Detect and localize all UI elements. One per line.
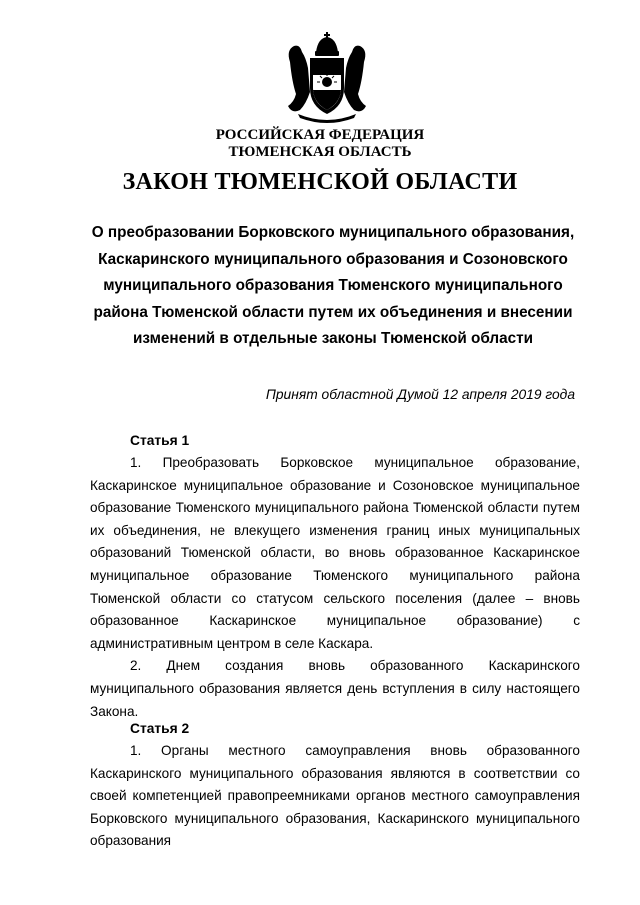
article-2-title: Статья 2 — [130, 721, 190, 736]
federation-heading: РОССИЙСКАЯ ФЕДЕРАЦИЯ — [215, 127, 425, 143]
article-2-paragraph-1: 1. Органы местного самоуправления вновь образованного Каскаринского муниципального образования являются в соответствии со своей компетенцией правопреемниками органов местного самоуправления Борковского муниципального образования, Каскаринского муниципального образования — [90, 743, 580, 849]
article-1-paragraph-1: 1. Преобразовать Борковское муниципальное образование, Каскаринское муниципальное образование и Созоновское муниципальное образование Тюменского муниципального района Тюменской области путем их объединения, не влекущего изменения границ иных муниципальных образований Тюменской области, во вновь образованное Каскаринское муниципальное образование Тюменского муниципального района Тюменской области со статусом сельского поселения (далее – вновь образованное Каскаринское муниципальное образование) с административным центром в селе Каскара. — [90, 455, 580, 651]
region-heading: ТЮМЕНСКАЯ ОБЛАСТЬ — [228, 144, 412, 160]
law-subject: О преобразовании Борковского муниципального образования, Каскаринского муниципального образования и Созоновского муниципального образования Тюменского муниципального района Тюменской области путем их объединения и внесении изменений в отдельные законы Тюменской области — [91, 224, 575, 347]
adoption-note: Принят областной Думой 12 апреля 2019 года — [265, 387, 575, 402]
article-2-body — [90, 740, 580, 853]
article-1-body — [90, 452, 580, 723]
article-1-paragraph-2: 2. Днем создания вновь образованного Каскаринского муниципального образования является день вступления в силу настоящего Закона. — [90, 658, 580, 719]
coat-of-arms-icon — [282, 32, 372, 124]
article-1-title: Статья 1 — [130, 433, 190, 448]
law-title: ЗАКОН ТЮМЕНСКОЙ ОБЛАСТИ — [122, 169, 518, 195]
